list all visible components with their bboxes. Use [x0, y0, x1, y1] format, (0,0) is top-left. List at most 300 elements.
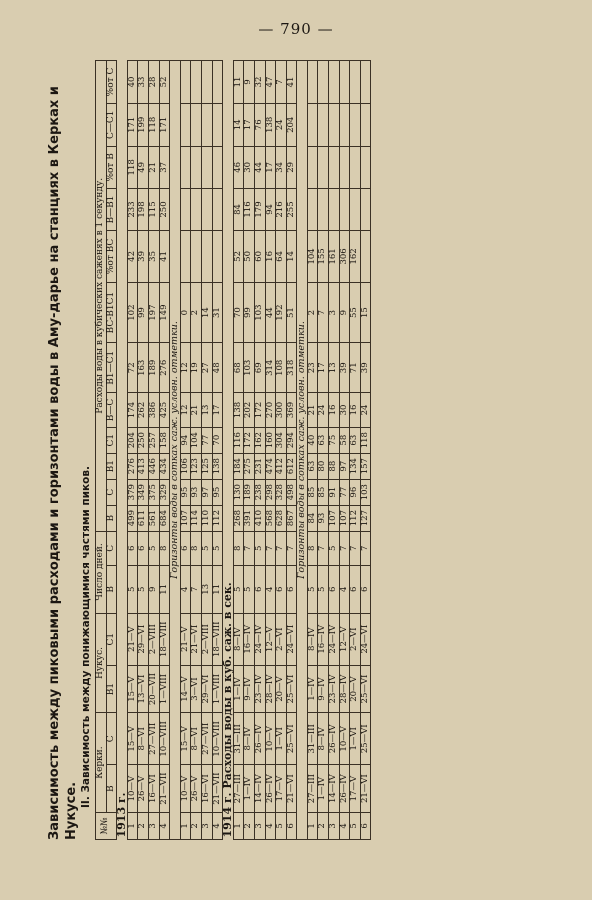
table-cell: 8 [233, 531, 244, 565]
col-kerki: Керки. [96, 713, 107, 813]
table-cell: 23—IV [329, 665, 340, 713]
table-cell: 31—III [307, 713, 318, 765]
table-cell: 412 [276, 453, 287, 479]
table-cell: 27—VII [148, 713, 159, 765]
table-cell: 434 [159, 453, 170, 479]
table-cell: 19 [191, 343, 202, 393]
table-cell: 127 [360, 505, 371, 531]
table-cell: 6 [254, 565, 265, 613]
table-row [307, 61, 318, 840]
table-cell [339, 61, 350, 104]
table-cell: 11 [159, 565, 170, 613]
table-cell: 231 [254, 453, 265, 479]
table-cell: 5 [350, 812, 361, 839]
table-cell: 96 [350, 479, 361, 505]
table-cell: 17 [212, 393, 223, 427]
col-num: №№ [96, 812, 117, 839]
table-cell: 25—VI [360, 713, 371, 765]
table-cell: 68 [233, 343, 244, 393]
table-cell: 3 [254, 812, 265, 839]
table-cell: 446 [148, 453, 159, 479]
table-cell: 14 [201, 282, 212, 342]
table-cell: 39 [138, 230, 149, 282]
table-cell [329, 189, 340, 231]
table-cell: 70 [212, 427, 223, 453]
table-cell: 171 [159, 104, 170, 147]
table-cell: 118 [148, 104, 159, 147]
hdr-nukus-c1: C1 [106, 613, 117, 665]
hdr-pct-c: %от C [106, 61, 117, 104]
hdr-d-kerki-b: B [106, 505, 117, 531]
table-cell: 29 [286, 146, 297, 188]
table-cell: 14—IV [254, 765, 265, 813]
table-cell: 262 [138, 393, 149, 427]
table-cell: 55 [350, 282, 361, 342]
table-cell: 6 [276, 565, 287, 613]
table-cell: 12 [180, 343, 191, 393]
hdr-days-c: C [106, 531, 117, 565]
table-cell: 275 [244, 453, 255, 479]
table-cell: 42 [127, 230, 138, 282]
table-cell: 10—V [127, 765, 138, 813]
table-cell: 70 [233, 282, 244, 342]
table-cell: 369 [286, 393, 297, 427]
table-cell: 10—V [339, 713, 350, 765]
table-cell: 5 [254, 531, 265, 565]
table-cell: 60 [254, 230, 265, 282]
table-cell: 276 [127, 453, 138, 479]
table-cell: 106 [180, 453, 191, 479]
table-cell: 26—V [191, 765, 202, 813]
table-cell: 2 [244, 812, 255, 839]
table-cell [180, 61, 191, 104]
table-cell: 16 [350, 393, 361, 427]
table-cell: 0 [180, 282, 191, 342]
table-cell: 138 [212, 453, 223, 479]
table-cell: 110 [201, 505, 212, 531]
table-cell: 72 [127, 343, 138, 393]
table-cell: 6 [360, 812, 371, 839]
table-cell [212, 104, 223, 147]
table-cell: 14 [233, 104, 244, 147]
table-cell: 76 [254, 104, 265, 147]
table-cell: 28—IV [265, 665, 276, 713]
hdr-kerki-c: C [106, 713, 117, 765]
table-cell: 58 [339, 427, 350, 453]
table-cell: 85 [318, 479, 329, 505]
table-cell: 11 [233, 61, 244, 104]
table-cell: 268 [233, 505, 244, 531]
table-cell: 5 [307, 565, 318, 613]
table-cell: 20—VII [148, 665, 159, 713]
table-cell: 270 [265, 393, 276, 427]
table-cell: 1—VIII [159, 665, 170, 713]
table-cell: 4 [212, 812, 223, 839]
table-cell: 27—VII [201, 713, 212, 765]
table-cell: 21 [307, 393, 318, 427]
table-cell: 18—VIII [212, 613, 223, 665]
table-cell: 21 [148, 146, 159, 188]
table-cell: 1—IV [233, 665, 244, 713]
hdr-pct-bc: %от BC [106, 230, 117, 282]
table-cell [201, 189, 212, 231]
table-cell: 27 [201, 343, 212, 393]
table-cell: 94 [265, 189, 276, 231]
table-cell [318, 61, 329, 104]
table-cell [191, 189, 202, 231]
table-row [159, 61, 170, 840]
table-cell: 26—IV [339, 765, 350, 813]
table-cell: 104 [307, 230, 318, 282]
table-cell: 34 [276, 146, 287, 188]
table-cell: 112 [212, 505, 223, 531]
table-cell: 2 [318, 812, 329, 839]
table-cell: 103 [360, 479, 371, 505]
table-cell: 7 [339, 531, 350, 565]
table-cell: 71 [350, 343, 361, 393]
table-cell [212, 230, 223, 282]
table-cell: 16—VI [148, 765, 159, 813]
table-cell: 94 [180, 427, 191, 453]
table-cell: 15—V [180, 713, 191, 765]
table-cell: 3—VI [191, 665, 202, 713]
table-cell [201, 61, 212, 104]
table-cell: 13 [329, 343, 340, 393]
table-cell: 16 [329, 393, 340, 427]
table-cell: 50 [244, 230, 255, 282]
table-cell: 49 [138, 146, 149, 188]
table-cell: 162 [254, 427, 265, 453]
table-cell: 172 [244, 427, 255, 453]
table-cell [307, 189, 318, 231]
table-cell: 158 [159, 427, 170, 453]
table-cell: 8—IV [244, 713, 255, 765]
table-cell: 4 [339, 565, 350, 613]
table-cell: 107 [180, 505, 191, 531]
table-cell: 5 [233, 565, 244, 613]
table-cell: 26—V [138, 765, 149, 813]
table-cell: 1 [233, 812, 244, 839]
section-1913-label: 1913 г. [115, 792, 129, 838]
table-cell: 474 [265, 453, 276, 479]
table-cell: 108 [276, 343, 287, 393]
hdr-d-nukus-b1: B1 [106, 453, 117, 479]
table-cell: 12 [180, 393, 191, 427]
table-cell: 27—III [233, 765, 244, 813]
table-cell: 107 [329, 505, 340, 531]
table-cell: 294 [286, 427, 297, 453]
table-cell [329, 104, 340, 147]
table-cell: 26—IV [265, 765, 276, 813]
section-levels-1913-label: Горизонты воды в сотках саж. условн. отметки. [170, 61, 181, 840]
table-cell: 867 [286, 505, 297, 531]
table-cell: 4 [339, 812, 350, 839]
table-cell: 6 [286, 565, 297, 613]
table-cell: 149 [159, 282, 170, 342]
table-cell: 134 [350, 453, 361, 479]
table-cell: 162 [350, 230, 361, 282]
table-cell: 233 [127, 189, 138, 231]
table-cell: 16 [265, 230, 276, 282]
table-cell: 17 [265, 146, 276, 188]
table-cell: 4 [180, 565, 191, 613]
table-cell [360, 61, 371, 104]
table-cell: 130 [233, 479, 244, 505]
table-cell: 116 [233, 427, 244, 453]
table-cell [329, 146, 340, 188]
table-cell: 99 [138, 282, 149, 342]
hdr-kerki-b: B [106, 765, 117, 813]
table-cell: 12—V [339, 613, 350, 665]
table-cell [339, 104, 350, 147]
table-cell: 161 [329, 230, 340, 282]
table-cell: 612 [286, 453, 297, 479]
table-cell: 276 [159, 343, 170, 393]
table-cell: 6 [127, 531, 138, 565]
table-cell: 63 [307, 453, 318, 479]
table-cell: 189 [244, 479, 255, 505]
table-cell: 25—VI [286, 665, 297, 713]
table-cell [339, 189, 350, 231]
table-cell: 31—III [233, 713, 244, 765]
table-cell: 29—VI [138, 613, 149, 665]
table-cell: 8—VI [138, 713, 149, 765]
table-cell [307, 61, 318, 104]
table-cell [212, 61, 223, 104]
table-cell: 14 [286, 230, 297, 282]
table-cell: 21—VII [212, 765, 223, 813]
section-1914-label: 1914 г. Расходы воды в куб. саж. в сек. [221, 582, 235, 838]
table-cell: 611 [138, 505, 149, 531]
table-cell: 63 [318, 427, 329, 453]
table-cell: 17—V [276, 765, 287, 813]
table-cell: 97 [339, 453, 350, 479]
table-cell: 257 [148, 427, 159, 453]
hdr-pct-b: %от B [106, 146, 117, 188]
table-cell: 99 [244, 282, 255, 342]
table-cell: 75 [329, 427, 340, 453]
table-cell: 77 [201, 427, 212, 453]
table-cell: 21—VI [191, 613, 202, 665]
table-cell: 7 [286, 531, 297, 565]
hdr-nukus-b1: B1 [106, 665, 117, 713]
table-cell: 21—VI [360, 765, 371, 813]
table-cell [329, 61, 340, 104]
table-cell: 1 [127, 812, 138, 839]
table-cell: 13 [201, 393, 212, 427]
table-cell: 1—VIII [212, 665, 223, 713]
table-cell: 204 [127, 427, 138, 453]
table-cell: 250 [159, 189, 170, 231]
table-subtitle: II. Зависимость между понижающимися частями пиков. [80, 466, 92, 808]
table-cell: 44 [265, 282, 276, 342]
table-cell: 5 [276, 812, 287, 839]
table-cell: 31 [212, 282, 223, 342]
table-row [233, 61, 244, 840]
table-cell: 11 [212, 565, 223, 613]
table-cell: 498 [286, 479, 297, 505]
table-row [276, 61, 287, 840]
table-cell: 33 [138, 61, 149, 104]
table-cell: 118 [360, 427, 371, 453]
section-levels-1914-label: Горизонты воды в сотках саж. условн. отметки. [297, 61, 308, 840]
rotated-page-content [46, 60, 546, 840]
table-cell: 69 [254, 343, 265, 393]
table-cell: 28 [148, 61, 159, 104]
table-cell: 410 [254, 505, 265, 531]
table-cell: 8 [191, 531, 202, 565]
table-cell: 102 [127, 282, 138, 342]
table-cell [180, 230, 191, 282]
table-cell [201, 230, 212, 282]
data-table [95, 60, 371, 840]
table-cell: 88 [329, 453, 340, 479]
table-cell: 8—VI [191, 713, 202, 765]
table-cell: 18—VIII [159, 613, 170, 665]
table-cell: 24 [276, 104, 287, 147]
table-cell: 29—VI [201, 665, 212, 713]
table-cell: 32 [254, 61, 265, 104]
table-cell: 95 [180, 479, 191, 505]
table-cell: 21—V [180, 613, 191, 665]
table-cell [180, 104, 191, 147]
table-cell: 197 [148, 282, 159, 342]
section-levels-1913 [170, 61, 181, 840]
table-cell: 298 [265, 479, 276, 505]
table-cell [360, 104, 371, 147]
table-cell: 2—VIII [201, 613, 212, 665]
table-cell: 1—VI [276, 713, 287, 765]
table-cell [318, 104, 329, 147]
table-cell: 2—VIII [148, 613, 159, 665]
hdr-d-kerki-c: C [106, 479, 117, 505]
table-cell: 8—IV [318, 713, 329, 765]
table-cell: 684 [159, 505, 170, 531]
table-cell: 12—V [265, 613, 276, 665]
table-cell: 9 [339, 282, 350, 342]
table-cell [307, 104, 318, 147]
table-cell: 8—IV [307, 613, 318, 665]
table-cell: 5 [318, 565, 329, 613]
table-cell: 10—VIII [212, 713, 223, 765]
table-cell: 10—V [265, 713, 276, 765]
table-cell: 39 [339, 343, 350, 393]
table-cell: 413 [138, 453, 149, 479]
table-cell: 329 [159, 479, 170, 505]
table-cell: 3 [329, 282, 340, 342]
table-row [350, 61, 361, 840]
table-cell [360, 230, 371, 282]
table-cell: 13 [201, 565, 212, 613]
hdr-b1-c1: B1—C1 [106, 343, 117, 393]
page-number: — 790 — [258, 20, 334, 38]
table-row [148, 61, 159, 840]
table-cell: 23—IV [254, 665, 265, 713]
table-cell: 4 [265, 565, 276, 613]
table-cell [360, 189, 371, 231]
table-cell [191, 230, 202, 282]
table-cell: 138 [265, 104, 276, 147]
table-cell: 7 [191, 565, 202, 613]
table-cell: 80 [318, 453, 329, 479]
table-cell: 391 [244, 505, 255, 531]
table-cell: 5 [329, 531, 340, 565]
table-row [286, 61, 297, 840]
table-row [191, 61, 202, 840]
table-cell: 21 [191, 393, 202, 427]
table-cell: 93 [191, 479, 202, 505]
table-row [201, 61, 212, 840]
table-cell: 17—V [350, 765, 361, 813]
table-cell: 14—IV [329, 765, 340, 813]
table-cell: 2 [191, 812, 202, 839]
table-cell: 93 [318, 505, 329, 531]
table-cell: 7 [318, 531, 329, 565]
table-cell: 2 [191, 282, 202, 342]
hdr-bc-b1c1: BC-B1C1 [106, 282, 117, 342]
section-1914 [223, 61, 234, 840]
table-cell: 160 [265, 427, 276, 453]
table-cell: 39 [360, 343, 371, 393]
table-row [339, 61, 350, 840]
table-cell: 52 [233, 230, 244, 282]
section-levels-1914 [297, 61, 308, 840]
table-cell: 5 [201, 531, 212, 565]
table-row [360, 61, 371, 840]
table-row [180, 61, 191, 840]
table-cell: 17 [318, 343, 329, 393]
table-cell: 568 [265, 505, 276, 531]
table-cell: 63 [350, 427, 361, 453]
table-cell: 77 [339, 479, 350, 505]
table-cell: 47 [265, 61, 276, 104]
table-cell: 8 [307, 531, 318, 565]
table-cell: 8 [159, 531, 170, 565]
table-cell: 8—IV [233, 613, 244, 665]
table-cell [350, 189, 361, 231]
table-cell: 1 [307, 812, 318, 839]
table-cell: 1 [180, 812, 191, 839]
table-cell: 13—VI [138, 665, 149, 713]
table-cell: 7 [244, 531, 255, 565]
table-cell: 7 [276, 61, 287, 104]
table-cell [212, 189, 223, 231]
table-cell: 163 [138, 343, 149, 393]
table-cell: 379 [127, 479, 138, 505]
table-cell: 189 [148, 343, 159, 393]
table-cell: 2—VI [350, 613, 361, 665]
table-row [138, 61, 149, 840]
section-1913 [117, 61, 128, 840]
table-cell: 46 [233, 146, 244, 188]
table-cell: 199 [138, 104, 149, 147]
table-cell: 425 [159, 393, 170, 427]
table-cell: 7 [360, 531, 371, 565]
table-cell: 6 [360, 565, 371, 613]
hdr-c-c1: C—C1 [106, 104, 117, 147]
table-cell: 157 [360, 453, 371, 479]
table-cell: 21—VI [286, 765, 297, 813]
table-cell: 5 [212, 531, 223, 565]
table-cell: 16—IV [318, 613, 329, 665]
table-cell: 9 [148, 565, 159, 613]
table-cell: 171 [127, 104, 138, 147]
table-cell: 24 [360, 393, 371, 427]
table-cell: 14—V [180, 665, 191, 713]
table-cell: 52 [159, 61, 170, 104]
table-cell: 15 [360, 282, 371, 342]
table-cell: 499 [127, 505, 138, 531]
